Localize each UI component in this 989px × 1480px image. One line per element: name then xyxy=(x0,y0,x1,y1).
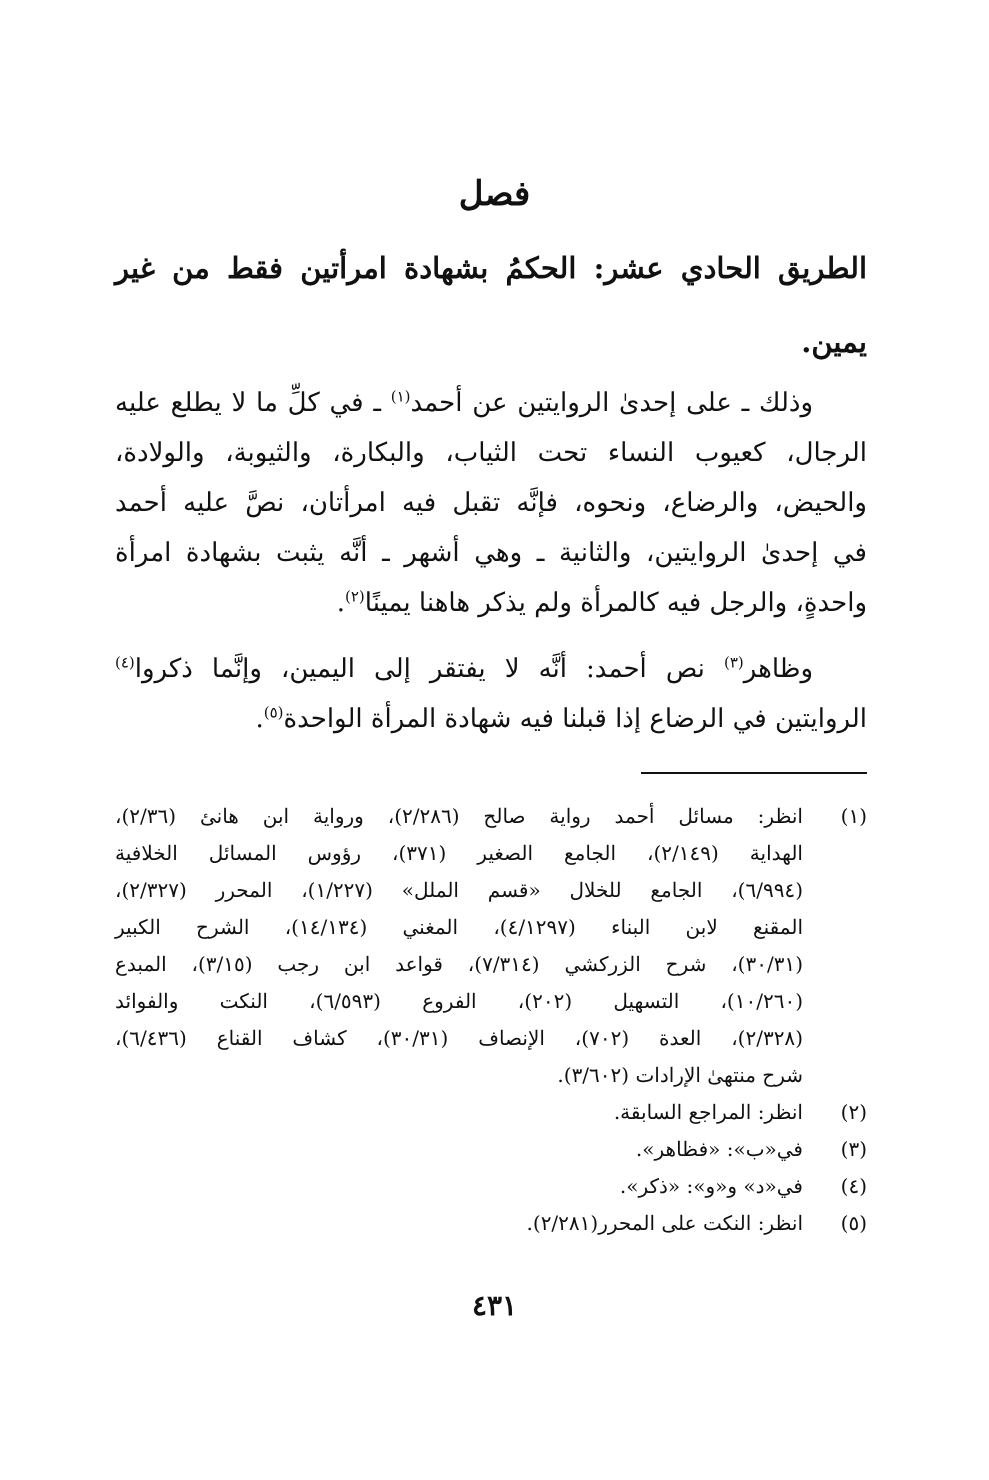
footnotes xyxy=(115,798,867,1242)
heading-line-2: يمين. xyxy=(801,325,867,359)
footnote-4 xyxy=(115,1168,867,1205)
footnote-line: المقنع لابن البناء (٤/١٢٩٧)، المغني (١٤/١٣٤)، الشرح الكبير xyxy=(115,915,803,939)
paragraph-1-line-5 xyxy=(115,578,867,628)
paragraph-1-line-2: الرجال، كعيوب النساء تحت الثياب، والبكارة، والثيوبة، والولادة، xyxy=(115,438,867,468)
footnote-line: انظر: مسائل أحمد رواية صالح (٢/٢٨٦)، ورواية ابن هانئ (٢/٣٦)، xyxy=(115,804,803,828)
footnote-line: (١٠/٢٦٠)، التسهيل (٢٠٢)، الفروع (٦/٥٩٣)، النكت والفوائد xyxy=(115,989,804,1013)
footnote-line: انظر: النكت على المحرر(٢/٢٨١). xyxy=(526,1211,803,1235)
footnote-line: في«ب»: «فظاهر». xyxy=(635,1137,803,1161)
text-run: . xyxy=(336,588,345,618)
footnote-number: (٢) xyxy=(840,1100,867,1124)
paragraph-2-line-1 xyxy=(115,644,867,694)
footnote-ref-4: (٤) xyxy=(115,653,135,672)
footnote-5 xyxy=(115,1205,867,1242)
page-number: ٤٣١ xyxy=(471,1289,518,1322)
footnote-line: (٢/٣٢٨)، العدة (٧٠٢)، الإنصاف (٣٠/٣١)، كشاف القناع (٦/٤٣٦)، xyxy=(115,1026,803,1050)
footnote-3 xyxy=(115,1131,867,1168)
footnote-number: (٤) xyxy=(840,1174,867,1198)
heading-line-1: الطريق الحادي عشر: الحكمُ بشهادة امرأتين فقط من غير xyxy=(115,251,867,285)
footnote-2 xyxy=(115,1094,867,1131)
footnote-1 xyxy=(115,798,867,1094)
footnote-divider xyxy=(641,772,867,774)
footnote-ref-1: (١) xyxy=(390,387,411,406)
footnote-ref-3: (٣) xyxy=(723,653,744,672)
paragraph-1-line-4: في إحدىٰ الروايتين، والثانية ـ وهي أشهر ـ أنَّه يثبت بشهادة امرأة xyxy=(115,538,867,568)
footnote-line: (٦/٩٩٤)، الجامع للخلال «قسم الملل» (١/٢٢٧)، المحرر (٢/٣٢٧)، xyxy=(115,878,803,902)
text-run: نص أحمد: أنَّه لا يفتقر إلى اليمين، وإنَّما ذكروا xyxy=(134,654,724,684)
footnote-ref-2: (٢) xyxy=(345,587,365,606)
section-heading xyxy=(115,246,867,394)
footnote-number: (١) xyxy=(840,804,867,828)
footnote-number: (٥) xyxy=(840,1211,867,1235)
paragraph-2-line-2 xyxy=(115,694,867,744)
text-run: ـ في كلِّ ما لا يطلع عليه xyxy=(115,388,391,418)
text-run: الروايتين في الرضاع إذا قبلنا فيه شهادة المرأة الواحدة xyxy=(283,704,867,734)
body-text xyxy=(115,378,867,744)
paragraph-1-line-1 xyxy=(115,378,867,428)
text-run: . xyxy=(255,704,264,734)
paragraph-1-line-3: والحيض، والرضاع، ونحوه، فإنَّه تقبل فيه امرأتان، نصَّ عليه أحمد xyxy=(115,488,867,518)
footnote-number: (٣) xyxy=(840,1137,867,1161)
footnote-line: شرح منتهىٰ الإرادات (٣/٦٠٢). xyxy=(557,1063,803,1087)
footnote-line: الهداية (٢/١٤٩)، الجامع الصغير (٣٧١)، رؤوس المسائل الخلافية xyxy=(115,841,803,865)
chapter-title: فصل xyxy=(458,174,531,214)
text-run: وذلك ـ على إحدىٰ الروايتين عن أحمد xyxy=(410,388,814,418)
text-run: وظاهر xyxy=(743,654,813,684)
text-run: واحدةٍ، والرجل فيه كالمرأة ولم يذكر هاهنا يمينًا xyxy=(364,588,867,618)
footnote-line: انظر: المراجع السابقة. xyxy=(613,1100,803,1124)
footnote-line: في«د» و«و»: «ذكر». xyxy=(619,1174,803,1198)
footnote-line: (٣٠/٣١)، شرح الزركشي (٧/٣١٤)، قواعد ابن رجب (٣/١٥)، المبدع xyxy=(115,952,803,976)
footnote-ref-5: (٥) xyxy=(263,703,284,722)
paragraph-gap xyxy=(115,628,867,644)
